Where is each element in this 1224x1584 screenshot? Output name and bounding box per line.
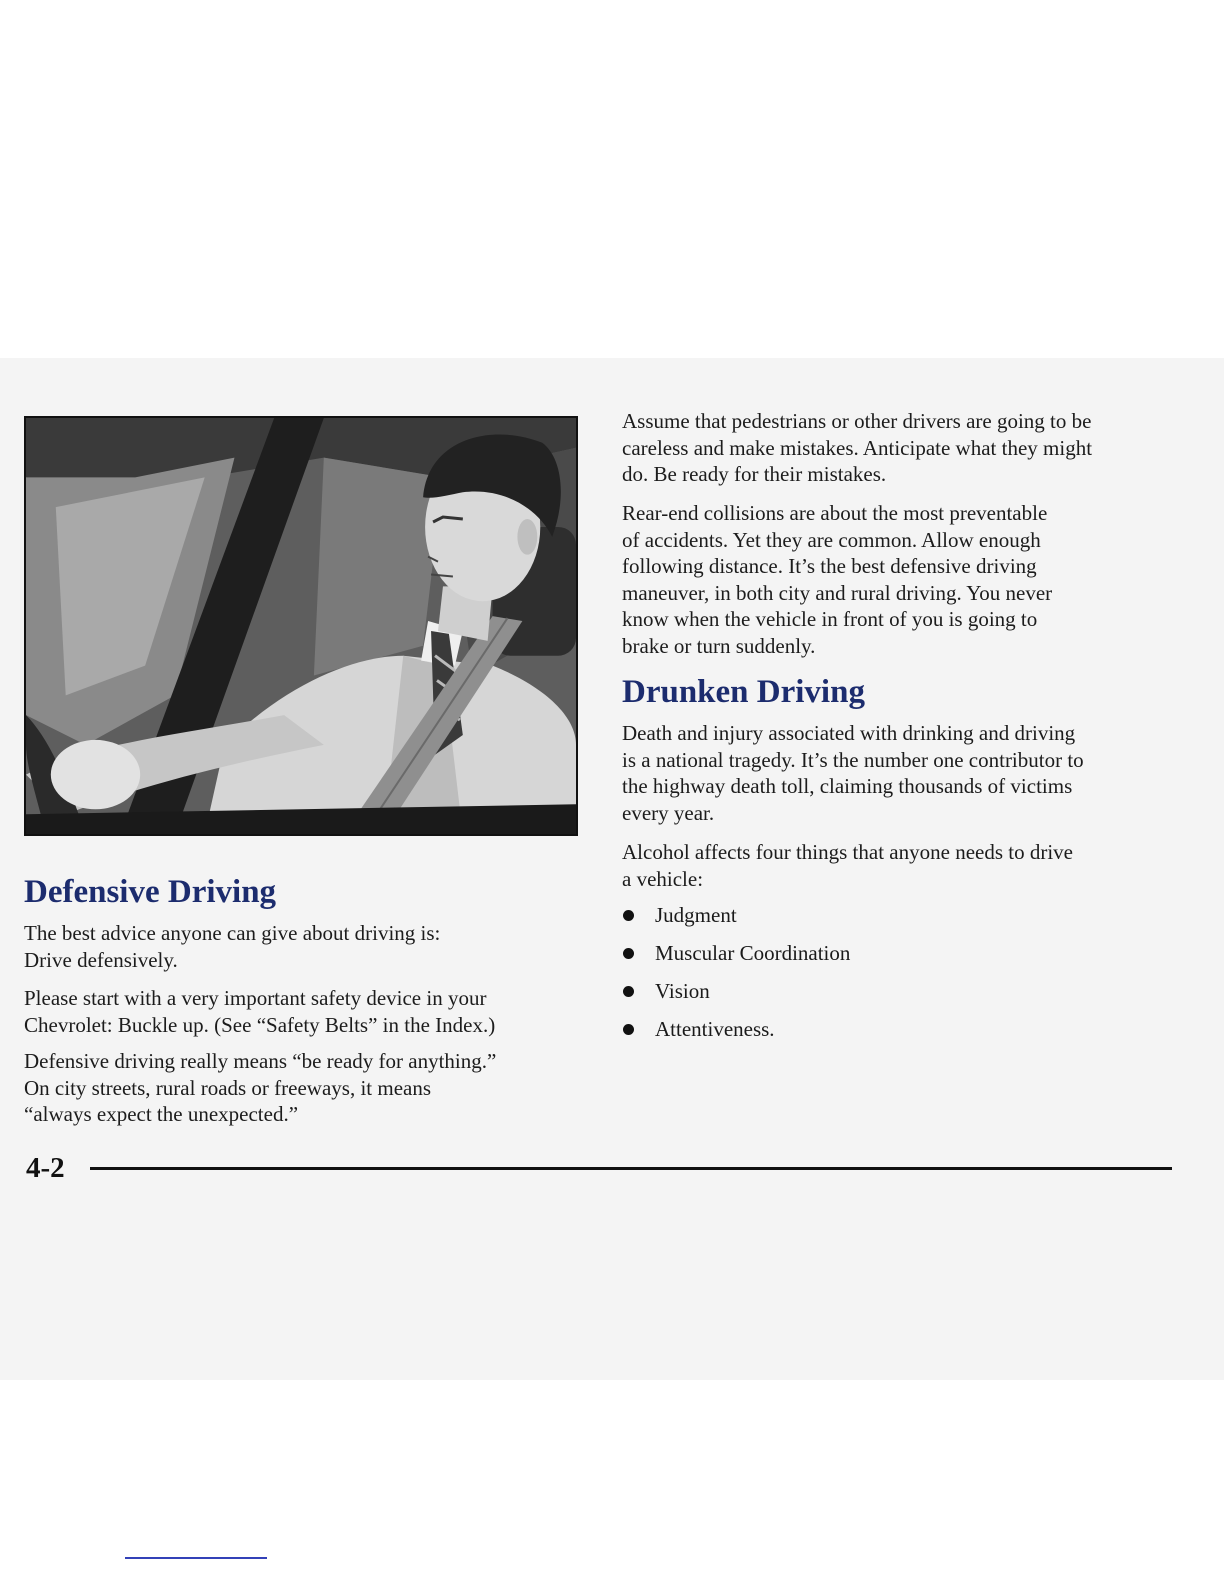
defensive-driving-paragraph-1: The best advice anyone can give about driving is: Drive defensively.: [24, 921, 441, 972]
alcohol-effects-list: [622, 902, 850, 1054]
defensive-driving-paragraph-2: Please start with a very important safety device in your Chevrolet: Buckle up. (See “Safety Belts” in the Index.): [24, 986, 496, 1037]
bullet-icon: [623, 948, 634, 959]
list-item: [622, 978, 850, 1016]
list-item: [622, 940, 850, 978]
footer-rule: [90, 1167, 1172, 1170]
defensive-driving-paragraph-3: Defensive driving really means “be ready for anything.” On city streets, rural roads or freeways, it means “always expect the unexpected.”: [24, 1049, 497, 1126]
bullet-icon: [623, 986, 634, 997]
manual-page: [0, 358, 1224, 1380]
list-item-label: Vision: [655, 979, 710, 1003]
list-item-label: Muscular Coordination: [655, 941, 851, 965]
list-item-label: Attentiveness.: [655, 1017, 775, 1041]
drunken-driving-heading: Drunken Driving: [622, 674, 865, 710]
drunken-driving-paragraph-2: Alcohol affects four things that anyone needs to drive a vehicle:: [622, 840, 1073, 891]
driver-wearing-seatbelt-drawing: [26, 418, 576, 834]
list-item: [622, 1016, 850, 1054]
defensive-driving-heading: Defensive Driving: [24, 874, 277, 910]
driver-illustration: [24, 416, 578, 836]
rear-end-collisions-paragraph: Rear-end collisions are about the most preventable of accidents. Yet they are common. Allow enough following distance. It’s the best defensive driving maneuver, in both city and rural driving. You never know when the vehicle in front of you is going to brake or turn suddenly.: [622, 501, 1053, 658]
drunken-driving-paragraph-1: Death and injury associated with drinking and driving is a national tragedy. It’s the number one contributor to the highway death toll, claiming thousands of victims every year.: [622, 721, 1084, 825]
bullet-icon: [623, 1024, 634, 1035]
page-number: 4-2: [26, 1152, 65, 1184]
list-item: [622, 902, 850, 940]
assume-mistakes-paragraph: Assume that pedestrians or other drivers are going to be careless and make mistakes. Anticipate what they might do. Be ready for their mistakes.: [622, 409, 1093, 486]
list-item-label: Judgment: [655, 903, 737, 927]
bottom-link-underline: [125, 1557, 267, 1559]
bullet-icon: [623, 910, 634, 921]
